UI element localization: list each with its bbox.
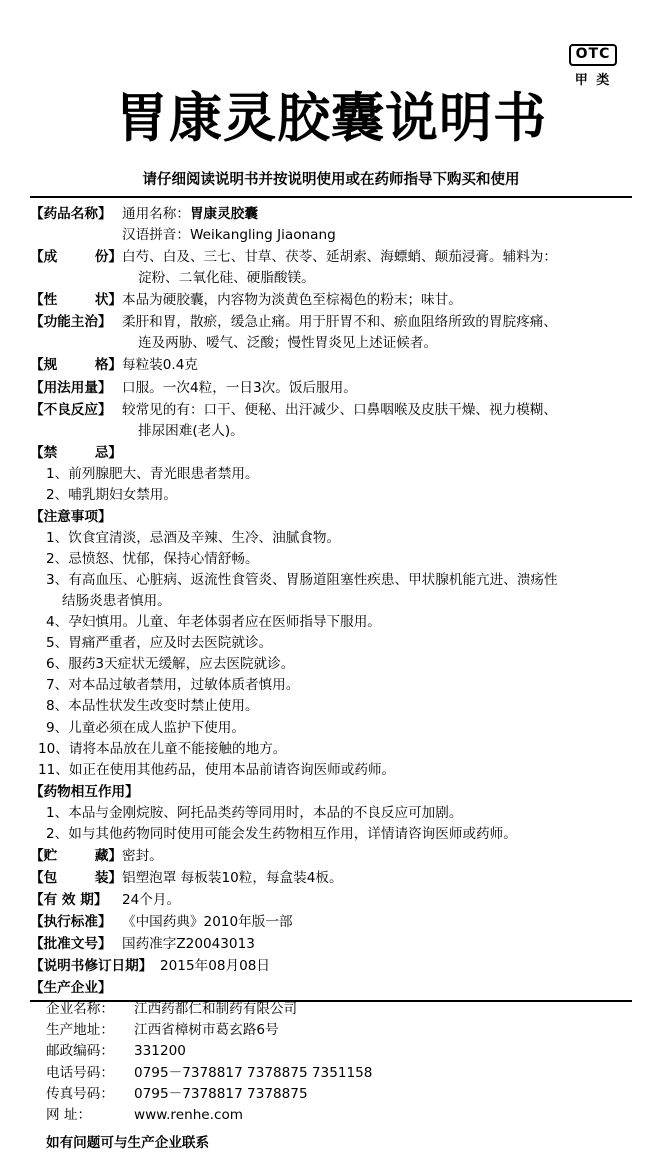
section-label-contraindications bbox=[30, 443, 122, 464]
section-label-packaging-left: 【包 bbox=[30, 869, 58, 886]
section-label-storage-left: 【贮 bbox=[30, 847, 58, 864]
section-label-spec-left: 【规 bbox=[30, 357, 58, 374]
section-packaging bbox=[30, 868, 632, 889]
section-label-interactions: 【药物相互作用】 bbox=[30, 783, 139, 800]
interaction-item-1: 1、本品与金刚烷胺、阿托品类药等同用时，本品的不良反应可加剧。 bbox=[46, 804, 463, 821]
interaction-item-2: 2、如与其他药物同时使用可能会发生药物相互作用，详情请咨询医师或药师。 bbox=[46, 825, 517, 842]
section-manufacturer bbox=[30, 978, 632, 1125]
section-label-manufacturer: 【生产企业】 bbox=[30, 980, 112, 997]
manufacturer-address-value: 江西省樟树市葛玄路6号 bbox=[134, 1022, 279, 1039]
contraindication-item-2: 2、哺乳期妇女禁用。 bbox=[46, 486, 177, 503]
section-label-ingredients-left: 【成 bbox=[30, 249, 58, 266]
section-label-approval: 【批准文号】 bbox=[30, 936, 112, 953]
pinyin-key: 汉语拼音： bbox=[122, 227, 190, 244]
section-label-indications: 【功能主治】 bbox=[30, 314, 112, 331]
shelf-life-text: 24个月。 bbox=[122, 892, 181, 908]
manufacturer-phone-value: 0795－7378817 7378875 7351158 bbox=[134, 1064, 373, 1081]
list-item bbox=[30, 528, 632, 549]
section-label-properties-right: 状】 bbox=[94, 292, 122, 309]
contact-note: 如有问题可与生产企业联系 bbox=[46, 1134, 210, 1151]
section-spec bbox=[30, 355, 632, 376]
section-label-drug-name: 【药品名称】 bbox=[30, 206, 112, 222]
storage-text: 密封。 bbox=[122, 847, 163, 864]
precaution-item-3: 3、有高血压、心脏病、返流性食管炎、胃肠道阻塞性疾患、甲状腺机能亢进、溃疡性 bbox=[46, 572, 558, 589]
section-label-spec-right: 格】 bbox=[94, 357, 122, 374]
list-item bbox=[30, 464, 632, 485]
manufacturer-postcode-key: 邮政编码： bbox=[46, 1043, 114, 1060]
manufacturer-row bbox=[30, 1063, 632, 1084]
manufacturer-address-key: 生产地址： bbox=[46, 1022, 114, 1039]
section-body-ingredients bbox=[122, 247, 632, 289]
leaflet-content bbox=[30, 204, 632, 1154]
common-name-line bbox=[122, 204, 632, 225]
section-indications bbox=[30, 312, 632, 354]
list-item bbox=[30, 675, 632, 696]
section-label-dosage: 【用法用量】 bbox=[30, 379, 112, 396]
section-label-ingredients-right: 份】 bbox=[94, 249, 122, 266]
list-item bbox=[30, 803, 632, 824]
section-interactions bbox=[30, 782, 632, 845]
adverse-line-2: 排尿困难(老人)。 bbox=[138, 422, 244, 439]
ingredients-line-1: 白芍、白及、三七、甘草、茯苓、延胡索、海螵蛸、颠茄浸膏。辅料为： bbox=[122, 249, 557, 266]
list-item bbox=[30, 739, 632, 760]
pinyin-value: Weikangling Jiaonang bbox=[189, 227, 336, 244]
common-name-value: 胃康灵胶囊 bbox=[189, 206, 258, 222]
page-subtitle: 请仔细阅读说明书并按说明使用或在药师指导下购买和使用 bbox=[142, 172, 520, 188]
section-body-packaging bbox=[122, 868, 632, 889]
section-label-storage-right: 藏】 bbox=[94, 847, 122, 864]
list-item bbox=[30, 612, 632, 633]
manufacturer-row bbox=[30, 1105, 632, 1126]
list-item bbox=[30, 824, 632, 845]
section-body-storage bbox=[122, 846, 632, 867]
packaging-text: 铝塑泡罩 每板装10粒，每盒装4板。 bbox=[122, 869, 343, 886]
ingredients-line-2: 淀粉、二氧化硅、硬脂酸镁。 bbox=[138, 270, 315, 287]
section-label-ingredients bbox=[30, 247, 122, 268]
section-label-packaging-right: 装】 bbox=[94, 869, 122, 886]
section-body-standard bbox=[122, 912, 632, 933]
revision-date-text: 2015年08月08日 bbox=[160, 958, 270, 975]
manufacturer-postcode-value: 331200 bbox=[134, 1043, 186, 1060]
precaution-item-3-cont: 结肠炎患者慎用。 bbox=[62, 593, 171, 610]
section-label-precautions: 【注意事项】 bbox=[30, 508, 112, 525]
interactions-list bbox=[30, 803, 632, 845]
contraindication-item-1: 1、前列腺肥大、青光眼患者禁用。 bbox=[46, 465, 259, 482]
section-label-properties bbox=[30, 290, 122, 311]
manufacturer-fax-key: 传真号码： bbox=[46, 1085, 114, 1102]
list-item bbox=[30, 760, 632, 781]
list-item bbox=[30, 485, 632, 506]
precaution-item-11: 11、如正在使用其他药品，使用本品前请咨询医师或药师。 bbox=[38, 761, 396, 778]
indications-line-1: 柔肝和胃，散瘀，缓急止痛。用于肝胃不和、瘀血阻络所致的胃脘疼痛、 bbox=[122, 314, 557, 331]
manufacturer-fax-value: 0795－7378817 7378875 bbox=[134, 1085, 308, 1102]
manufacturer-website-value: www.renhe.com bbox=[134, 1106, 244, 1123]
section-dosage bbox=[30, 378, 632, 399]
properties-text: 本品为硬胶囊，内容物为淡黄色至棕褐色的粉末；味甘。 bbox=[122, 292, 462, 309]
section-revision-date bbox=[30, 956, 632, 977]
standard-text: 《中国药典》2010年版一部 bbox=[122, 914, 293, 931]
section-contraindications bbox=[30, 443, 632, 506]
section-approval bbox=[30, 934, 632, 955]
section-properties bbox=[30, 290, 632, 311]
section-body-spec bbox=[122, 355, 632, 376]
section-body-indications bbox=[122, 312, 632, 354]
manufacturer-name-key: 企业名称： bbox=[46, 1001, 114, 1018]
precaution-item-6: 6、服药3天症状无缓解，应去医院就诊。 bbox=[46, 656, 295, 673]
section-label-adverse-reactions: 【不良反应】 bbox=[30, 401, 112, 418]
list-item bbox=[30, 570, 632, 591]
section-drug-name bbox=[30, 204, 632, 246]
precaution-item-7: 7、对本品过敏者禁用，过敏体质者慎用。 bbox=[46, 677, 300, 694]
dosage-text: 口服。一次4粒，一日3次。饭后服用。 bbox=[122, 379, 357, 396]
precaution-item-8: 8、本品性状发生改变时禁止使用。 bbox=[46, 698, 259, 715]
adverse-line-1: 较常见的有：口干、便秘、出汗减少、口鼻咽喉及皮肤干燥、视力模糊、 bbox=[122, 401, 557, 418]
section-adverse-reactions bbox=[30, 400, 632, 442]
section-standard bbox=[30, 912, 632, 933]
section-body-shelf-life bbox=[122, 890, 632, 911]
precaution-item-9: 9、儿童必须在成人监护下使用。 bbox=[46, 719, 245, 736]
manufacturer-website-key: 网 址： bbox=[46, 1106, 92, 1123]
otc-label: OTC bbox=[569, 44, 617, 66]
manufacturer-phone-key: 电话号码： bbox=[46, 1064, 114, 1081]
section-body-dosage bbox=[122, 378, 632, 399]
section-body-approval bbox=[122, 934, 632, 955]
contraindications-list bbox=[30, 464, 632, 506]
section-body-adverse-reactions bbox=[122, 400, 632, 442]
list-item bbox=[30, 696, 632, 717]
section-body-revision-date bbox=[160, 956, 632, 977]
manufacturer-name-value: 江西药都仁和制药有限公司 bbox=[134, 1001, 298, 1018]
section-label-revision-date: 【说明书修订日期】 bbox=[30, 958, 153, 975]
precautions-list bbox=[30, 528, 632, 781]
section-body-drug-name bbox=[122, 204, 632, 246]
indications-line-2: 连及两胁、嗳气、泛酸；慢性胃炎见上述证候者。 bbox=[138, 335, 438, 352]
section-label-spec bbox=[30, 355, 122, 376]
approval-text: 国药准字Z20043013 bbox=[122, 936, 255, 953]
pinyin-line bbox=[122, 225, 632, 246]
spec-text: 每粒装0.4克 bbox=[122, 357, 198, 374]
section-label-contraindications-right: 忌】 bbox=[94, 444, 122, 461]
otc-category-label: 甲 类 bbox=[574, 73, 612, 89]
list-item bbox=[30, 591, 632, 612]
manufacturer-row bbox=[30, 999, 632, 1020]
common-name-key: 通用名称： bbox=[122, 206, 190, 222]
manufacturer-row bbox=[30, 1041, 632, 1062]
section-label-storage bbox=[30, 846, 122, 867]
section-label-properties-left: 【性 bbox=[30, 292, 58, 309]
list-item bbox=[30, 633, 632, 654]
precaution-item-10: 10、请将本品放在儿童不能接触的地方。 bbox=[38, 740, 287, 757]
page-title: 胃康灵胶囊说明书 bbox=[115, 88, 547, 149]
precaution-item-2: 2、忌愤怒、忧郁，保持心情舒畅。 bbox=[46, 551, 259, 567]
section-label-shelf-life: 【有 效 期】 bbox=[30, 892, 108, 908]
list-item bbox=[30, 718, 632, 739]
section-body-properties bbox=[122, 290, 632, 311]
manufacturer-row bbox=[30, 1084, 632, 1105]
list-item bbox=[30, 654, 632, 675]
precaution-item-1: 1、饮食宜清淡，忌酒及辛辣、生冷、油腻食物。 bbox=[46, 529, 341, 546]
section-ingredients bbox=[30, 247, 632, 289]
section-label-standard: 【执行标准】 bbox=[30, 914, 112, 931]
precaution-item-4: 4、孕妇慎用。儿童、年老体弱者应在医师指导下服用。 bbox=[46, 614, 381, 631]
list-item bbox=[30, 549, 632, 570]
otc-badge bbox=[558, 44, 628, 88]
section-label-packaging bbox=[30, 868, 122, 889]
precaution-item-5: 5、胃痛严重者，应及时去医院就诊。 bbox=[46, 635, 273, 652]
section-label-contraindications-left: 【禁 bbox=[30, 444, 58, 461]
section-storage bbox=[30, 846, 632, 867]
section-precautions bbox=[30, 507, 632, 781]
divider-top bbox=[30, 196, 632, 198]
section-shelf-life bbox=[30, 890, 632, 911]
